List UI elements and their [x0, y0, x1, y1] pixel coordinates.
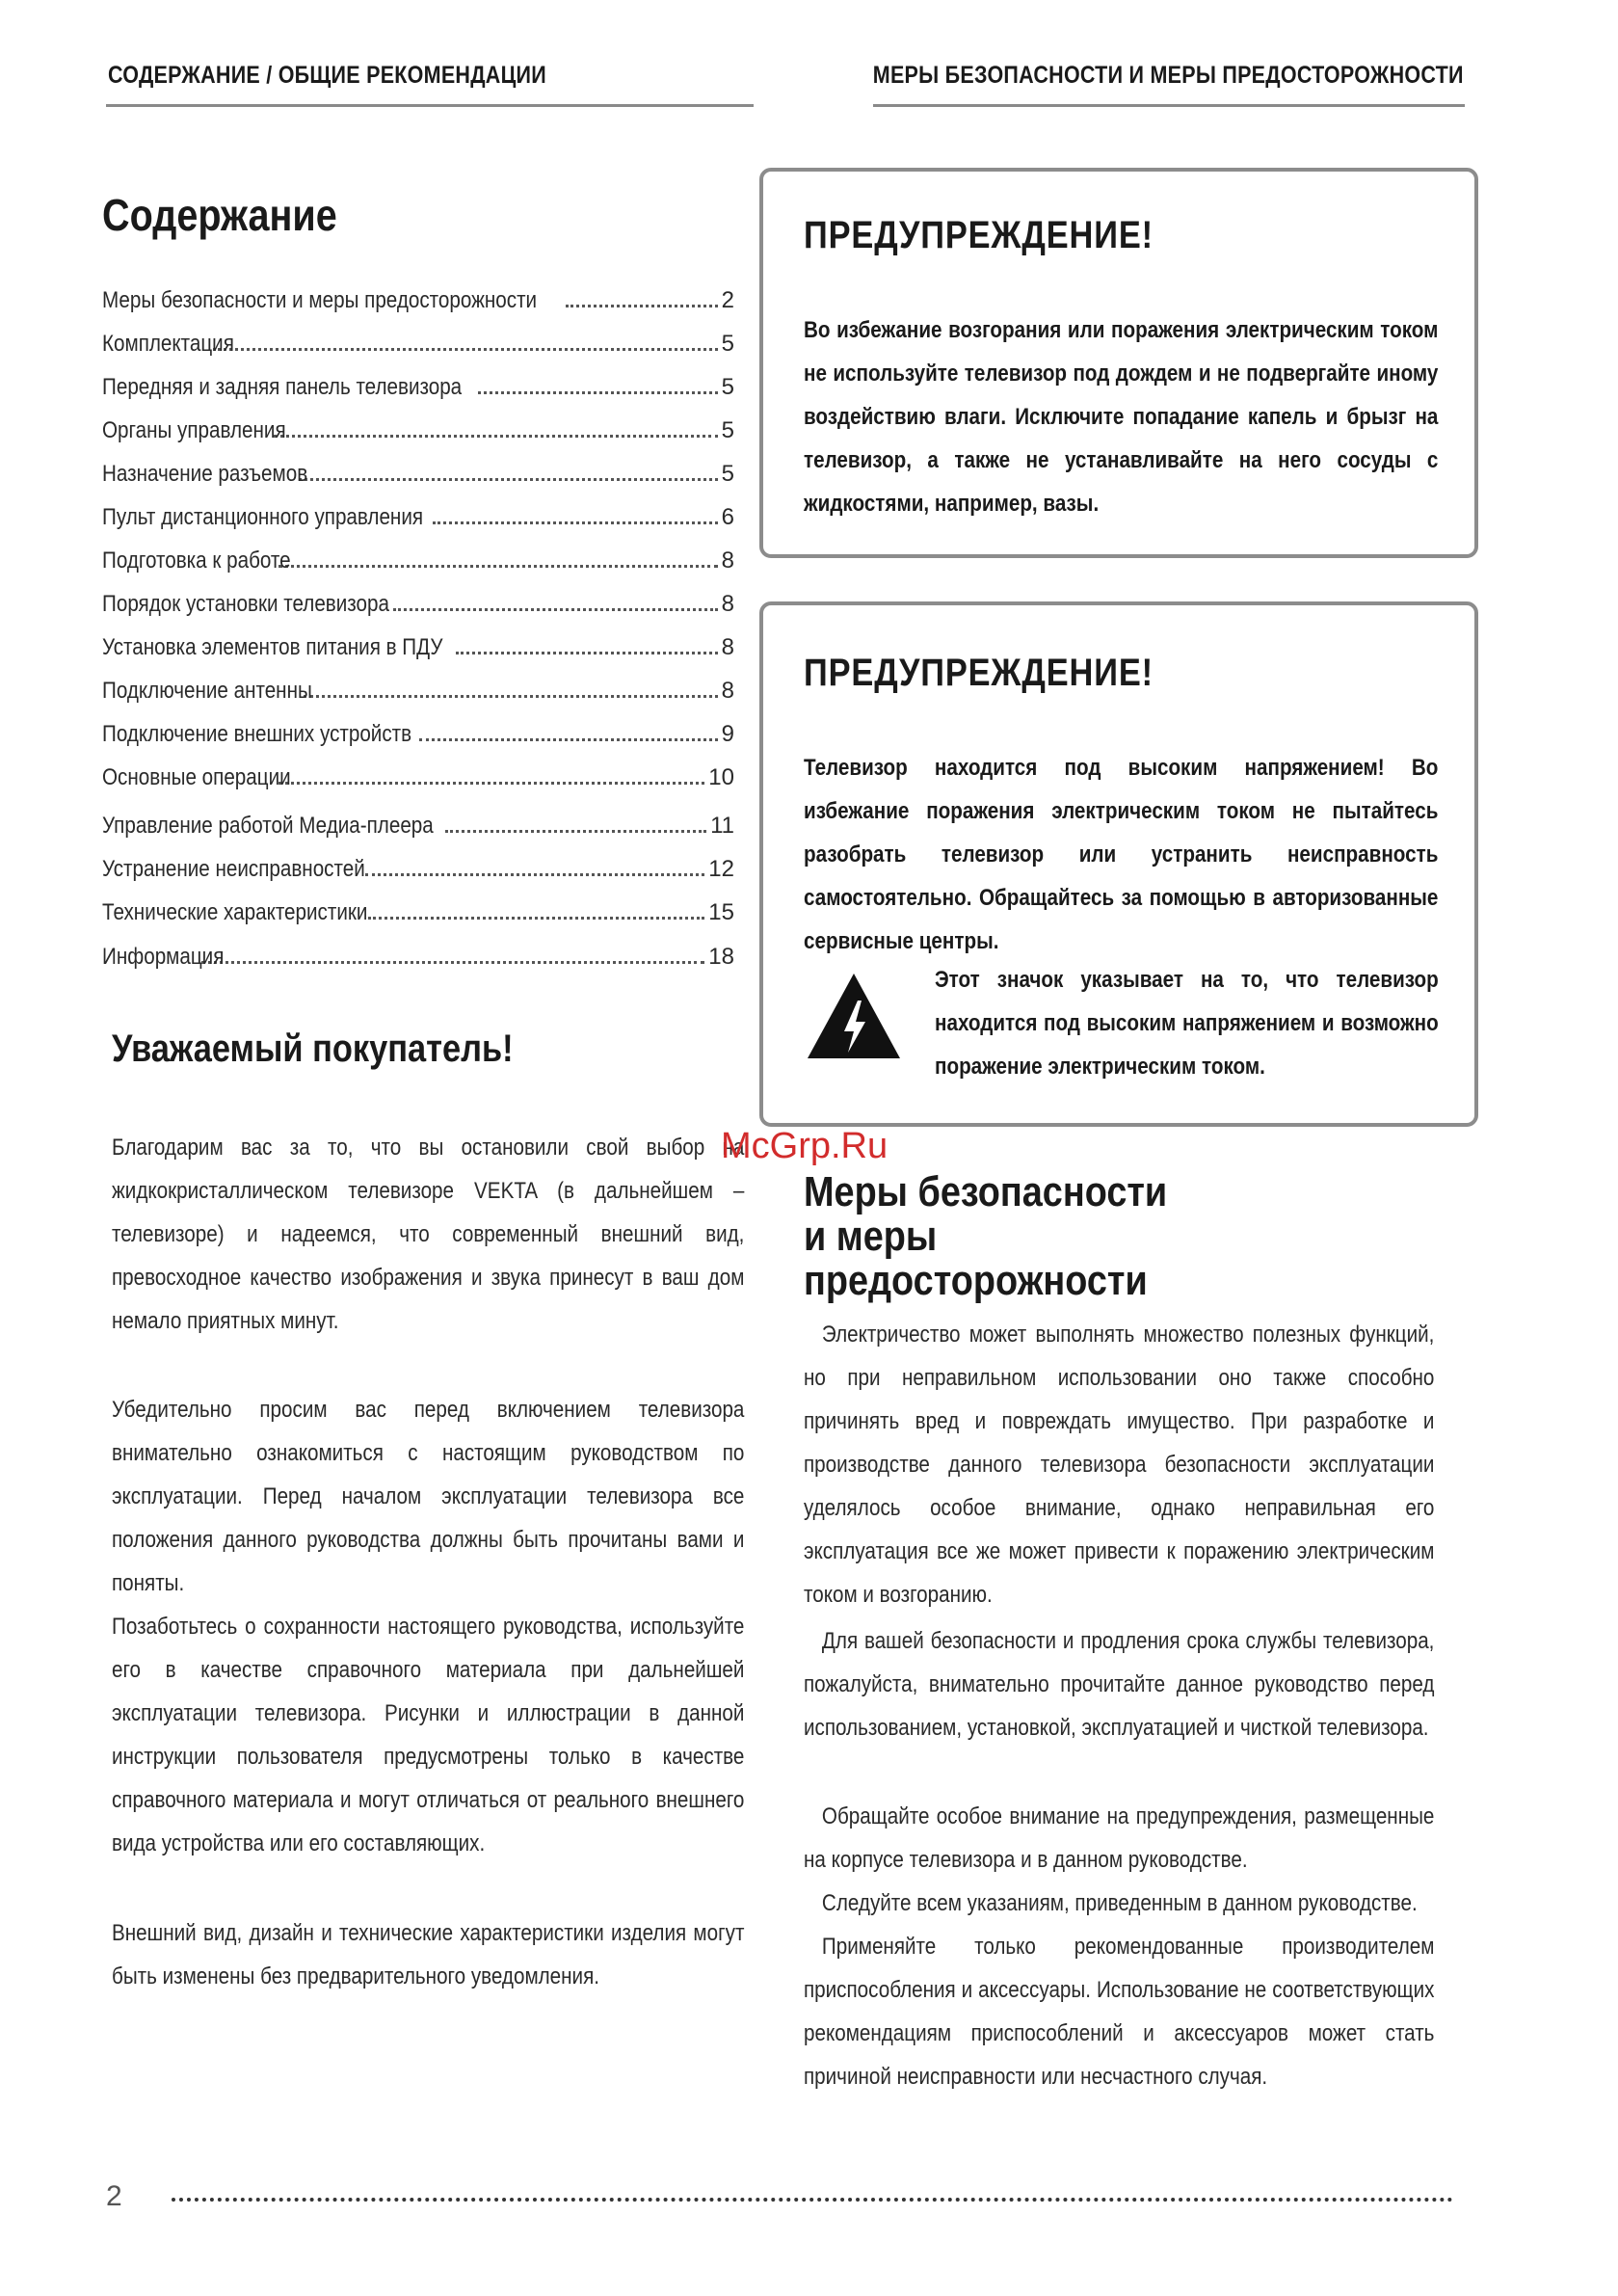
header-right-rule [873, 104, 1465, 107]
toc-item-label: Технические характеристики [102, 899, 368, 925]
safety-title: Меры безопасности и меры предосторожности [804, 1168, 1168, 1304]
toc-leader [393, 608, 717, 611]
safety-paragraph-1: Электричество может выполнять множество полезных функций, но при неправильном использовании оно также способно причинять вред и повреждать имущество. При разработке и производстве данного телевизора безопасности эксплуатации уделялось особое внимание, однако неправильная его эксплуатация все же может привести к поражению электрическим током и возгоранию. [804, 1322, 1435, 1608]
toc-item-page: 10 [708, 764, 734, 790]
toc-leader [279, 565, 717, 568]
customer-paragraph-2: Убедительно просим вас перед включением телевизора внимательно ознакомиться с настоящим руководством по эксплуатации. Перед началом эксплуатации телевизора все положения данного руководства должны быть прочитаны вами и поняты. [112, 1397, 745, 1596]
warning-2-title: ПРЕДУПРЕЖДЕНИЕ! [804, 652, 1154, 694]
toc-item-label: Устранение неисправностей [102, 856, 365, 882]
toc-item-label: Порядок установки телевизора [102, 591, 389, 617]
toc-item[interactable] [102, 287, 734, 326]
toc-leader [566, 305, 718, 307]
toc-item[interactable] [102, 547, 734, 586]
toc-item[interactable] [102, 899, 734, 938]
high-voltage-note: Этот значок указывает на то, что телевизор находится под высоким напряжением и возможно поражение электрическим током. [935, 967, 1439, 1080]
toc-item[interactable] [102, 764, 734, 803]
warning-1-title: ПРЕДУПРЕЖДЕНИЕ! [804, 214, 1154, 256]
high-voltage-triangle-icon [806, 972, 902, 1060]
toc-title: Содержание [102, 190, 337, 240]
toc-item-label: Подготовка к работе [102, 547, 291, 574]
toc-leader [274, 435, 718, 438]
toc-item-label: Передняя и задняя панель телевизора [102, 374, 463, 400]
toc-item[interactable] [102, 944, 734, 982]
toc-item-label: Основные операции [102, 764, 291, 790]
warning-1-text: Во избежание возгорания или поражения электрическим током не используйте телевизор под дождем и не подвергайте иному воздействию влаги. Исключите попадание капель и брызг на телевизор, а также не устанавливайте на него сосуды с жидкостями, например, вазы. [804, 317, 1439, 517]
toc-item-page: 8 [721, 591, 734, 617]
toc-item-label: Подключение антенны [102, 678, 312, 704]
customer-paragraph-4: Внешний вид, дизайн и технические характеристики изделия могут быть изменены без предварительного уведомления. [112, 1920, 745, 1989]
watermark: McGrp.Ru [721, 1126, 889, 1166]
toc-leader [299, 478, 718, 481]
warning-2-text: Телевизор находится под высоким напряжением! Во избежание поражения электрическим током не пытайтесь разобрать телевизор или устранить неисправность самостоятельно. Обращайтесь за помощью в авторизованные сервисные центры. [804, 755, 1439, 954]
safety-paragraph-4: Следуйте всем указаниям, приведенным в данном руководстве. [821, 1890, 1418, 1916]
header-left-rule [106, 104, 754, 107]
toc-item-page: 2 [721, 287, 734, 313]
footer-dotted-rule [172, 2198, 1453, 2202]
toc-item-label: Подключение внешних устройств [102, 721, 412, 747]
toc-item-label: Информация [102, 944, 225, 970]
toc-item[interactable] [102, 856, 734, 894]
header-right-title: МЕРЫ БЕЗОПАСНОСТИ И МЕРЫ ПРЕДОСТОРОЖНОСТИ [873, 62, 1464, 89]
toc-item[interactable] [102, 374, 734, 413]
toc-item[interactable] [102, 634, 734, 673]
toc-item[interactable] [102, 591, 734, 629]
toc-leader [279, 782, 704, 785]
toc-leader [213, 348, 717, 351]
header-left-title: СОДЕРЖАНИЕ / ОБЩИЕ РЕКОМЕНДАЦИИ [108, 62, 546, 89]
toc-item-page: 5 [721, 417, 734, 443]
toc-item[interactable] [102, 721, 734, 760]
toc-item-label: Пульт дистанционного управления [102, 504, 424, 530]
toc-leader [456, 652, 718, 654]
page-number: 2 [106, 2180, 122, 2212]
toc-item-page: 6 [721, 504, 734, 530]
toc-item-label: Органы управления [102, 417, 286, 443]
toc-item-page: 9 [721, 721, 734, 747]
toc-item[interactable] [102, 331, 734, 369]
toc-item-page: 12 [708, 856, 734, 882]
toc-item-page: 11 [710, 813, 734, 839]
toc-item[interactable] [102, 678, 734, 716]
toc-leader [365, 873, 704, 876]
toc-item-label: Меры безопасности и меры предосторожности [102, 287, 538, 313]
toc-item-label: Назначение разъемов [102, 461, 308, 487]
toc-item-label: Установка элементов питания в ПДУ [102, 634, 443, 660]
toc-item-page: 5 [721, 331, 734, 357]
safety-paragraph-5: Применяйте только рекомендованные производителем приспособления и аксессуары. Использование не соответствующих рекомендациям приспособлений и аксессуаров может стать причиной неисправности или несчастного случая. [804, 1934, 1435, 2090]
toc-leader [201, 961, 704, 964]
toc-item-page: 5 [721, 461, 734, 487]
toc-item[interactable] [102, 504, 734, 543]
toc-item-page: 15 [708, 899, 734, 925]
toc-item-label: Управление работой Медиа-плеера [102, 813, 434, 839]
warning-box-2 [759, 601, 1478, 1127]
toc-leader [304, 695, 717, 698]
warning-box-1 [759, 168, 1478, 558]
toc-item-page: 5 [721, 374, 734, 400]
toc-item-page: 8 [721, 678, 734, 704]
toc-leader [368, 917, 704, 920]
toc-item[interactable] [102, 417, 734, 456]
toc-item-page: 18 [708, 944, 734, 970]
toc-leader [445, 830, 706, 833]
toc-item-page: 8 [721, 547, 734, 574]
toc-leader [419, 738, 717, 741]
customer-paragraph-3: Позаботьтесь о сохранности настоящего руководства, используйте его в качестве справочного материала при дальнейшей эксплуатации телевизора. Рисунки и иллюстрации в данной инструкции пользователя предусмотрены только в качестве справочного материала и могут отличаться от реального внешнего вида устройства или его составляющих. [112, 1614, 745, 1856]
safety-paragraph-3: Обращайте особое внимание на предупреждения, размещенные на корпусе телевизора и в данном руководстве. [804, 1803, 1435, 1873]
toc-item-label: Комплектация [102, 331, 234, 357]
safety-paragraph-2: Для вашей безопасности и продления срока службы телевизора, пожалуйста, внимательно прочитайте данное руководство перед использованием, установкой, эксплуатацией и чисткой телевизора. [804, 1628, 1435, 1741]
customer-title: Уважаемый покупатель! [112, 1028, 514, 1070]
toc-leader [478, 391, 718, 394]
toc-leader [433, 521, 717, 524]
toc-item-page: 8 [721, 634, 734, 660]
toc-item[interactable] [102, 813, 734, 851]
toc-item[interactable] [102, 461, 734, 499]
customer-paragraph-1: Благодарим вас за то, что вы остановили свой выбор на жидкокристаллическом телевизоре VEKTA (в дальнейшем – телевизоре) и надеемся, что современный внешний вид, превосходное качество изображения и звука принесут в ваш дом немало приятных минут. [112, 1135, 745, 1334]
